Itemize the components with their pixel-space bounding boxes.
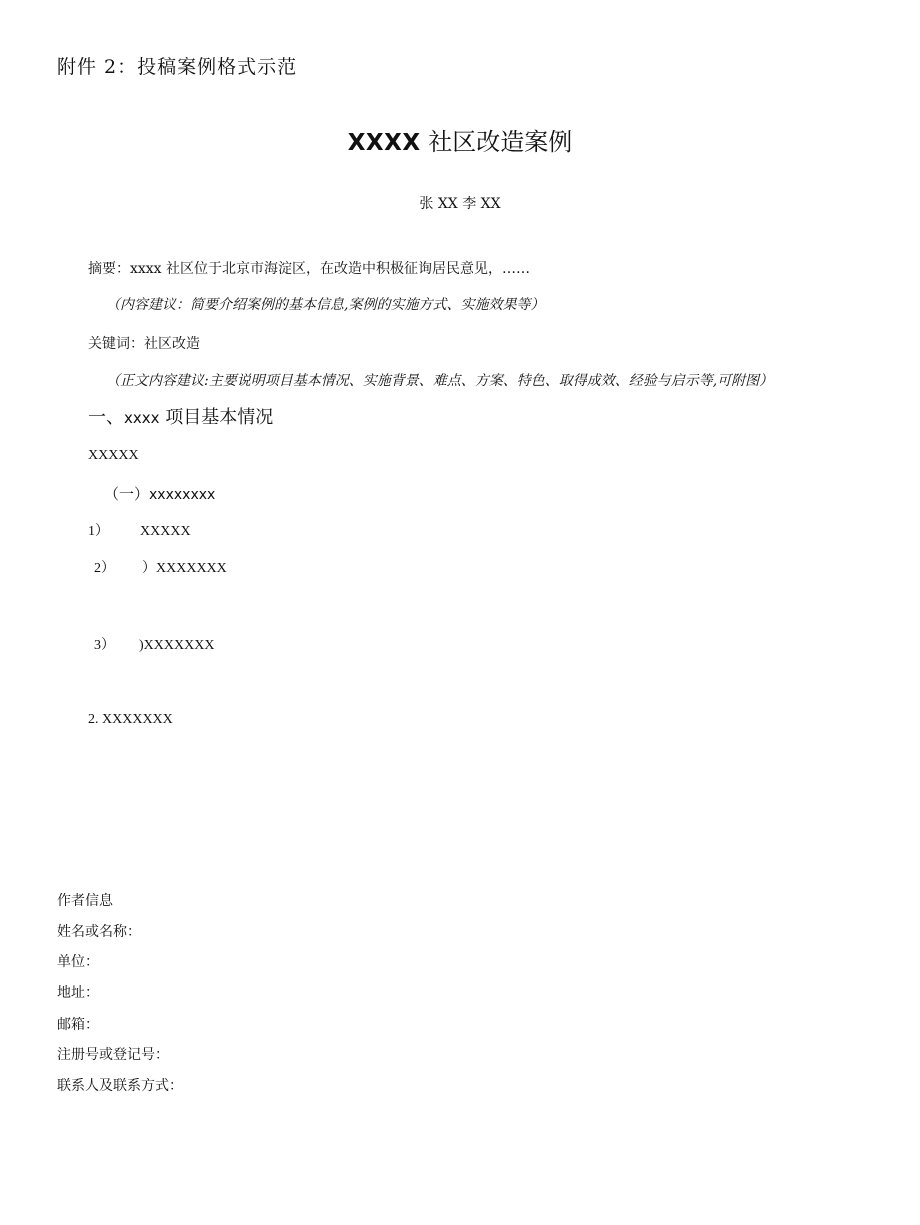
keywords-text: 社区改造 — [144, 336, 200, 352]
list-item-number: 2） — [94, 561, 115, 576]
list-item-number: 3） — [94, 638, 115, 653]
authors-line: 张 XX 李 XX — [419, 196, 501, 212]
abstract-label: 摘要： — [88, 261, 130, 277]
subsection-name: xxxxxxxx — [149, 487, 216, 503]
author-address-label: 地址： — [57, 985, 99, 1001]
list-item-text: ）XXXXXXX — [142, 561, 227, 576]
author-email-label: 邮箱： — [57, 1017, 99, 1033]
section-name: xxxx — [124, 409, 160, 427]
abstract-text: xxxx 社区位于北京市海淀区，在改造中积极征询居民意见，…… — [130, 261, 531, 277]
list-item-number: 1） — [88, 524, 109, 539]
section-suffix: 项目基本情况 — [159, 407, 274, 428]
attachment-label: 附件 2：投稿案例格式示范 — [57, 56, 298, 78]
author-info-heading: 作者信息 — [57, 893, 113, 909]
list-item-text: )XXXXXXX — [139, 638, 215, 653]
author-unit-label: 单位： — [57, 954, 99, 970]
keywords-label: 关键词： — [88, 336, 144, 352]
keywords-line — [88, 337, 200, 351]
list-item-text: XXXXX — [140, 524, 191, 539]
numbered-item-2: 2. XXXXXXX — [88, 712, 173, 727]
author-contact-label: 联系人及联系方式： — [57, 1078, 183, 1094]
abstract-line — [88, 262, 530, 276]
subsection-heading-1 — [104, 487, 215, 502]
section-heading-1 — [88, 409, 273, 427]
title-suffix: 社区改造案例 — [428, 128, 573, 156]
section-prefix: 一、 — [88, 407, 124, 428]
paragraph-1: XXXXX — [88, 448, 139, 463]
document-title — [0, 130, 920, 155]
content-suggestion: （内容建议：简要介绍案例的基本信息,案例的实施方式、实施效果等） — [106, 297, 545, 313]
author-name-label: 姓名或名称： — [57, 924, 141, 940]
subsection-prefix: （一） — [104, 485, 150, 503]
body-suggestion: （正文内容建议:主要说明项目基本情况、实施背景、难点、方案、特色、取得成效、经验与启示等,可附图） — [106, 373, 774, 389]
title-prefix: XXXX — [347, 130, 421, 156]
author-registration-label: 注册号或登记号： — [57, 1047, 169, 1063]
